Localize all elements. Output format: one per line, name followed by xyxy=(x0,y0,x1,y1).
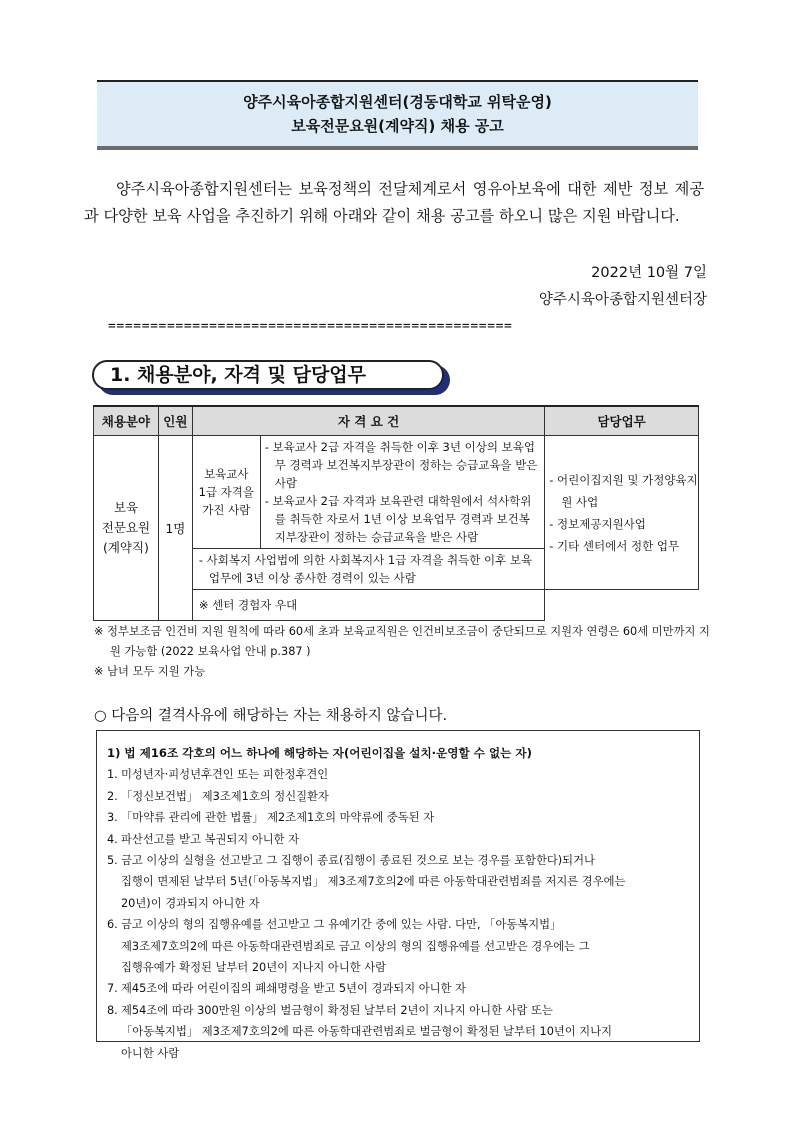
list-item xyxy=(107,807,689,828)
social-worker-cell xyxy=(192,549,544,590)
table-header-row xyxy=(94,406,699,436)
title-banner xyxy=(97,80,698,150)
list-item xyxy=(107,1043,689,1064)
list-item-text: 「아동복지법」 제3조제7호의2에 따른 아동학대관련범죄로 벌금형이 확정된 날부터 10년이 지나지 xyxy=(121,1025,613,1039)
list-item xyxy=(107,893,689,914)
list-item-number: 5. xyxy=(107,854,118,868)
list-item-text: 파산선고를 받고 복권되지 아니한 자 xyxy=(121,832,300,846)
header-field: 채용분야 xyxy=(94,406,159,436)
list-item-text: 금고 이상의 형의 집행유예를 선고받고 그 유예기간 중에 있는 사람. 다만, 「아동복지법」 xyxy=(121,918,562,932)
list-item-text: 집행유예가 확정된 날부터 20년이 지나지 아니한 사람 xyxy=(121,961,387,975)
list-item xyxy=(107,936,689,957)
list-item xyxy=(107,957,689,978)
list-item-number: 2. xyxy=(107,789,118,803)
list-item-text: 금고 이상의 실형을 선고받고 그 집행이 종료(집행이 종료된 것으로 보는 경우를 포함한다)되거나 xyxy=(121,854,595,868)
note-item: ※ 남녀 모두 지원 가능 xyxy=(94,665,206,678)
title-line-1: 양주시육아종합지원센터(경동대학교 위탁운영) xyxy=(243,93,552,111)
disqualification-list xyxy=(107,764,689,1064)
issuer-name: 양주시육아종합지원센터장 xyxy=(538,292,707,308)
teacher-group-line: 보육교사 xyxy=(204,467,249,481)
intro-text: 양주시육아종합지원센터는 보육정책의 전달체계로서 영유아보육에 대한 제반 정보 제공과 다양한 보육 사업을 추진하기 위해 아래와 같이 채용 공고를 하오니 많은 지원 바랍니다. xyxy=(84,180,704,225)
list-item-number: 3. xyxy=(107,811,118,825)
list-item-number: 6. xyxy=(107,918,118,932)
note-item: ※ 정부보조금 인건비 지원 원칙에 따라 60세 초과 보육교직원은 인건비보조금이 중단되므로 지원자 연령은 60세 미만까지 지원 가능함 (2022 보육사업 안내 p.387 ) xyxy=(94,625,710,658)
teacher-group-line: 1급 자격을 xyxy=(198,485,254,499)
list-item-number: 8. xyxy=(107,1003,118,1017)
list-item-number: 7. xyxy=(107,982,118,996)
list-item-text: 아니한 사람 xyxy=(121,1046,180,1060)
section-title: 1. 채용분야, 자격 및 담당업무 xyxy=(92,360,444,390)
header-count: 인원 xyxy=(158,406,192,436)
requirements-table xyxy=(93,405,699,621)
list-item xyxy=(107,764,689,785)
teacher-requirement: - 보육교사 2급 자격과 보육관련 대학원에서 석사학위를 취득한 자로서 1년 이상 보육업무 경력과 보건복지부장관이 정하는 승급교육을 받은 사람 xyxy=(264,494,532,544)
duty-item: - 정보제공지원사업 xyxy=(549,516,646,531)
teacher-group-cell xyxy=(192,436,260,549)
social-worker-requirement: - 사회복지 사업법에 의한 사회복지사 1급 자격을 취득한 이후 보육업무에 3년 이상 종사한 경력이 있는 사람 xyxy=(198,553,533,585)
list-item-text: 집행이 면제된 날부터 5년(「아동복지법」 제3조제7호의2에 따른 아동학대관련범죄를 저지른 경우에는 xyxy=(121,875,626,889)
title-line-2: 보육전문요원(계약직) 채용 공고 xyxy=(291,117,504,135)
empty-cell xyxy=(545,590,699,621)
teacher-requirements-cell xyxy=(260,436,544,549)
list-item xyxy=(107,786,689,807)
list-item xyxy=(107,1000,689,1021)
field-line: 전문요원 xyxy=(101,520,151,535)
list-item-text: 20년)이 경과되지 아니한 자 xyxy=(121,896,260,910)
field-line: (계약직) xyxy=(102,540,149,555)
teacher-requirement: - 보육교사 2급 자격을 취득한 이후 3년 이상의 보육업무 경력과 보건복지부장관이 정하는 승급교육을 받은 사람 xyxy=(264,440,538,490)
separator-line: ================================================ xyxy=(108,319,513,334)
list-item xyxy=(107,871,689,892)
list-item-text: 제45조에 따라 어린이집의 폐쇄명령을 받고 5년이 경과되지 아니한 자 xyxy=(121,982,466,996)
list-item xyxy=(107,978,689,999)
list-item xyxy=(107,1021,689,1042)
announcement-date: 2022년 10월 7일 xyxy=(591,265,707,281)
list-item-number: 4. xyxy=(107,832,118,846)
list-item-number: 1. xyxy=(107,768,118,782)
field-line: 보육 xyxy=(113,500,139,515)
disqualification-box-title: 1) 법 제16조 각호의 어느 하나에 해당하는 자(어린이집을 설치·운영할 수 없는 자) xyxy=(107,746,532,760)
count-cell: 1명 xyxy=(158,436,192,621)
field-cell xyxy=(94,436,159,621)
list-item-text: 「마약류 관리에 관한 법률」 제2조제1호의 마약류에 중독된 자 xyxy=(121,811,435,825)
list-item-text: 제3조제7호의2에 따른 아동학대관련범죄로 금고 이상의 형의 집행유예를 선고받은 경우에는 그 xyxy=(121,939,590,953)
list-item-text: 「정신보건법」 제3조제1호의 정신질환자 xyxy=(121,789,329,803)
disqualification-heading: ○ 다음의 결격사유에 해당하는 자는 채용하지 않습니다. xyxy=(94,708,448,724)
duty-item: - 기타 센터에서 정한 업무 xyxy=(549,538,680,553)
header-duties: 담당업무 xyxy=(545,406,699,436)
list-item-text: 미성년자·피성년후견인 또는 피한정후견인 xyxy=(121,768,329,782)
header-qualification: 자 격 요 건 xyxy=(192,406,544,436)
preference-cell: ※ 센터 경험자 우대 xyxy=(192,590,544,621)
duty-item: - 어린이집지원 및 가정양육지원 사업 xyxy=(549,472,698,509)
list-item xyxy=(107,914,689,935)
list-item xyxy=(107,850,689,871)
notes xyxy=(94,622,714,682)
table-row xyxy=(94,436,699,549)
list-item-text: 제54조에 따라 300만원 이상의 벌금형이 확정된 날부터 2년이 지나지 아니한 사람 또는 xyxy=(121,1003,553,1017)
list-item xyxy=(107,829,689,850)
disqualification-box xyxy=(96,730,700,1060)
duties-cell xyxy=(545,436,699,590)
teacher-group-line: 가진 사람 xyxy=(202,503,251,517)
intro-paragraph xyxy=(84,176,704,230)
